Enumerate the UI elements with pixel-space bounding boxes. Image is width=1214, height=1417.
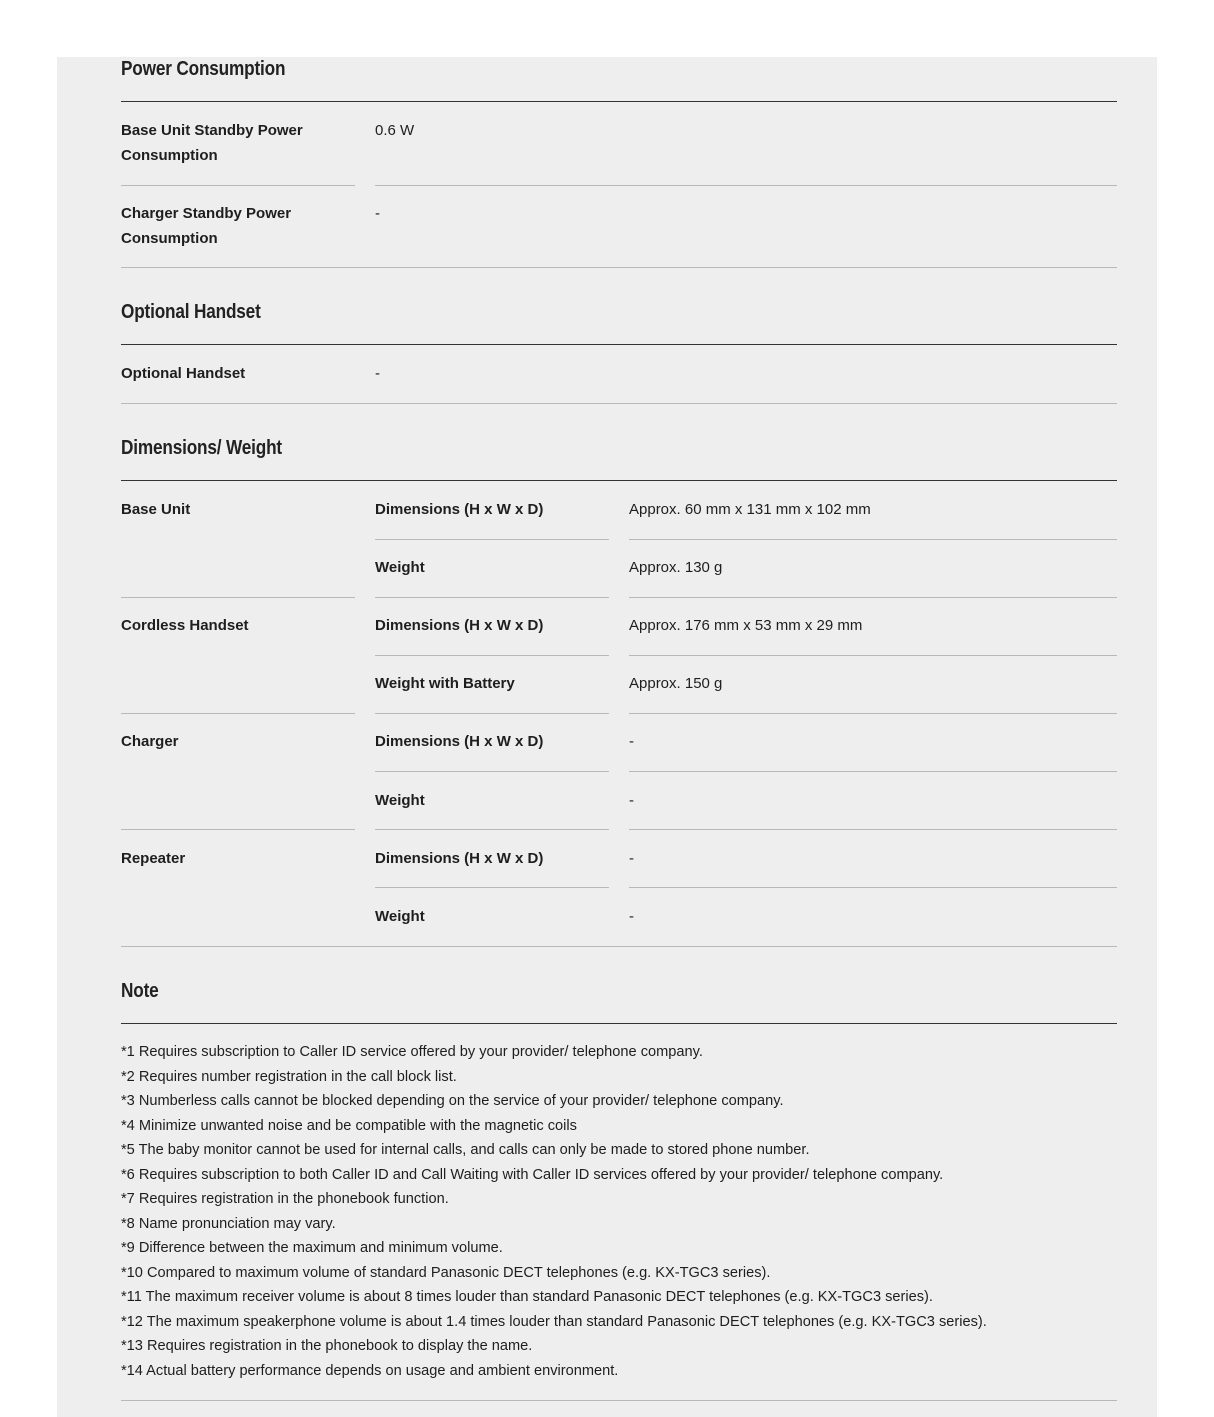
row-divider bbox=[375, 539, 609, 540]
notes-list bbox=[121, 1040, 1121, 1383]
row-divider bbox=[629, 887, 1117, 888]
note-item: *10 Compared to maximum volume of standard Panasonic DECT telephones (e.g. KX-TGC3 series). bbox=[121, 1264, 771, 1281]
note-item: *6 Requires subscription to both Caller ID and Call Waiting with Caller ID services offered by your provider/ telephone company. bbox=[121, 1166, 944, 1183]
spec-value-repeater-weight: - bbox=[629, 908, 634, 925]
row-divider bbox=[121, 267, 1117, 268]
spec-value-charger-dimensions: - bbox=[629, 733, 634, 750]
note-item: *4 Minimize unwanted noise and be compatible with the magnetic coils bbox=[121, 1117, 577, 1134]
row-divider bbox=[375, 185, 1117, 186]
row-divider bbox=[629, 597, 1117, 598]
spec-label-dimensions: Dimensions (H x W x D) bbox=[375, 850, 544, 867]
spec-label-weight: Weight bbox=[375, 559, 425, 576]
group-label-repeater: Repeater bbox=[121, 850, 186, 867]
row-divider bbox=[375, 597, 609, 598]
note-item: *12 The maximum speakerphone volume is about 1.4 times louder than standard Panasonic DECT telephones (e.g. KX-TGC3 series). bbox=[121, 1313, 987, 1330]
row-divider bbox=[375, 887, 609, 888]
group-label-base-unit: Base Unit bbox=[121, 501, 191, 518]
row-divider bbox=[121, 1400, 1117, 1401]
spec-label-weight: Weight bbox=[375, 908, 425, 925]
spec-value-charger-weight: - bbox=[629, 792, 634, 809]
spec-value-optional-handset: - bbox=[375, 365, 380, 382]
note-item: *5 The baby monitor cannot be used for internal calls, and calls can only be made to stored phone number. bbox=[121, 1142, 810, 1158]
group-label-cordless-handset: Cordless Handset bbox=[121, 617, 249, 634]
spec-label-base-standby: Base Unit Standby Power Consumption bbox=[121, 122, 303, 164]
spec-label-dimensions: Dimensions (H x W x D) bbox=[375, 501, 544, 518]
spec-value-base-weight: Approx. 130 g bbox=[629, 559, 723, 576]
spec-value-base-dimensions: Approx. 60 mm x 131 mm x 102 mm bbox=[629, 501, 871, 518]
spec-label-dimensions: Dimensions (H x W x D) bbox=[375, 617, 544, 634]
spec-value-charger-standby: - bbox=[375, 205, 380, 222]
spec-label-optional-handset: Optional Handset bbox=[121, 365, 246, 382]
spec-value-base-standby: 0.6 W bbox=[375, 122, 415, 139]
row-divider bbox=[375, 829, 609, 830]
section-title-optional: Optional Handset bbox=[121, 301, 261, 323]
note-item: *7 Requires registration in the phonebook function. bbox=[121, 1191, 449, 1207]
row-divider bbox=[375, 771, 609, 772]
note-item: *9 Difference between the maximum and minimum volume. bbox=[121, 1240, 503, 1256]
note-item: *8 Name pronunciation may vary. bbox=[121, 1215, 336, 1232]
section-title-note: Note bbox=[121, 980, 159, 1002]
note-item: *14 Actual battery performance depends on usage and ambient environment. bbox=[121, 1362, 619, 1379]
section-divider bbox=[121, 1023, 1117, 1024]
spec-label-weight-with-battery: Weight with Battery bbox=[375, 675, 515, 692]
row-divider bbox=[121, 597, 355, 598]
note-item: *1 Requires subscription to Caller ID service offered by your provider/ telephone company. bbox=[121, 1044, 703, 1060]
group-label-charger: Charger bbox=[121, 733, 179, 750]
section-divider bbox=[121, 480, 1117, 481]
row-divider bbox=[629, 539, 1117, 540]
note-item: *13 Requires registration in the phonebook to display the name. bbox=[121, 1338, 533, 1354]
section-title-dimensions: Dimensions/ Weight bbox=[121, 437, 282, 459]
note-item: *2 Requires number registration in the call block list. bbox=[121, 1068, 457, 1085]
note-item: *3 Numberless calls cannot be blocked depending on the service of your provider/ telephone company. bbox=[121, 1093, 784, 1109]
row-divider bbox=[629, 713, 1117, 714]
note-item: *11 The maximum receiver volume is about 8 times louder than standard Panasonic DECT telephones (e.g. KX-TGC3 series). bbox=[121, 1289, 933, 1305]
row-divider bbox=[629, 771, 1117, 772]
section-divider bbox=[121, 344, 1117, 345]
row-divider bbox=[121, 403, 1117, 404]
row-divider bbox=[375, 655, 609, 656]
row-divider bbox=[121, 713, 355, 714]
row-divider bbox=[629, 829, 1117, 830]
spec-value-repeater-dimensions: - bbox=[629, 850, 634, 867]
row-divider bbox=[121, 185, 355, 186]
row-divider bbox=[121, 946, 1117, 947]
row-divider bbox=[375, 713, 609, 714]
spec-label-weight: Weight bbox=[375, 792, 425, 809]
spec-label-dimensions: Dimensions (H x W x D) bbox=[375, 733, 544, 750]
section-title-power: Power Consumption bbox=[121, 58, 286, 80]
spec-value-handset-weight: Approx. 150 g bbox=[629, 675, 723, 692]
row-divider bbox=[121, 829, 355, 830]
row-divider bbox=[629, 655, 1117, 656]
spec-label-charger-standby: Charger Standby Power Consumption bbox=[121, 205, 292, 247]
spec-value-handset-dimensions: Approx. 176 mm x 53 mm x 29 mm bbox=[629, 617, 863, 634]
section-divider bbox=[121, 101, 1117, 102]
